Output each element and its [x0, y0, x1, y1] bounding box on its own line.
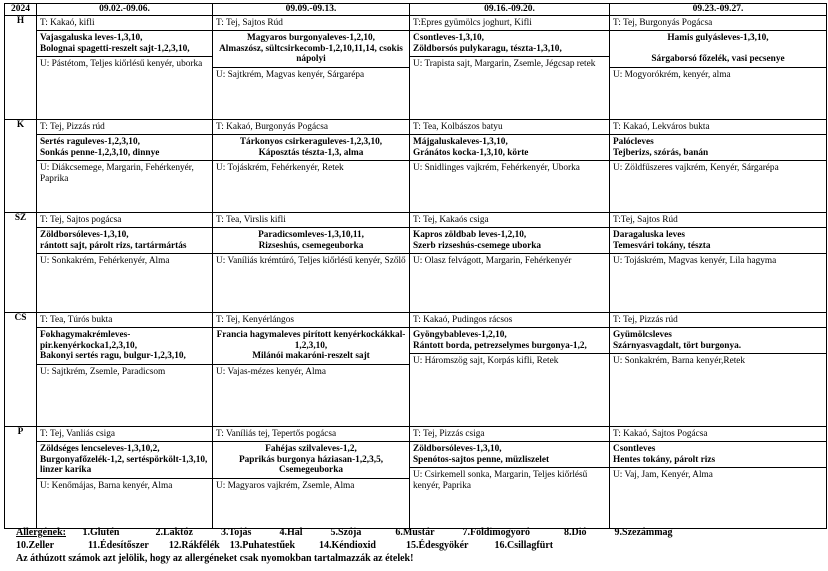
menu-cell — [410, 119, 610, 212]
menu-cell — [610, 312, 827, 426]
menu-cell — [410, 426, 610, 528]
menu-cell — [610, 212, 827, 312]
menu-table — [4, 3, 827, 529]
allergen-item: 2.Laktóz — [155, 527, 193, 538]
allergen-item: 1.Glutén — [82, 527, 120, 538]
lunch-menu: Magyaros burgonyaleves-1,2,10, Almaszósz, sültcsirkecomb-1,2,10,11,14, csokis nápolyi — [213, 30, 409, 67]
week-header: 09.16.-09.20. — [410, 4, 610, 16]
snack-afternoon: U: Háromszög sajt, Korpás kifli, Retek — [410, 353, 609, 369]
menu-cell — [410, 15, 610, 119]
snack-morning: T:Tej, Sajtos Rúd — [613, 214, 678, 225]
lunch-menu: Paradicsomleves-1,3,10,11, Rizseshús, csemegeuborka — [213, 227, 409, 253]
menu-cell — [610, 119, 827, 212]
menu-cell — [37, 426, 213, 528]
lunch-menu: Daragaluska leves Temesvári tokány, tészta — [610, 227, 826, 253]
day-label: K — [5, 119, 37, 212]
lunch-menu: Hamis gulyásleves-1,3,10, Sárgaborsó főzelék, vasi pecsenye — [610, 30, 826, 67]
menu-cell — [37, 15, 213, 119]
menu-cell — [410, 212, 610, 312]
snack-afternoon: U: Sonkakrém, Barna kenyér,Retek — [610, 353, 826, 369]
allergen-item: 10.Zeller — [16, 540, 55, 551]
week-header: 09.23.-09.27. — [610, 4, 827, 16]
lunch-menu: Fokhagymakrémleves-pir.kenyérkocka1,2,3,10, Bakonyi sertés ragu, bulgur-1,2,3,10, — [37, 327, 212, 364]
snack-afternoon: U: Tojáskrém, Magvas kenyér, Lila hagyma — [610, 253, 826, 269]
menu-cell — [610, 15, 827, 119]
lunch-menu: Májgaluskaleves-1,3,10, Gránátos kocka-1,3,10, körte — [410, 134, 609, 160]
menu-cell — [213, 312, 410, 426]
snack-morning: T: Kakaó, kifli — [40, 17, 95, 28]
day-label: H — [5, 15, 37, 119]
allergen-item: 6.Mustár — [395, 527, 435, 538]
snack-afternoon: U: Zöldfűszeres vajkrém, Kenyér, Sárgarépa — [610, 160, 826, 176]
allergen-item: 4.Hal — [279, 527, 303, 538]
lunch-menu: Francia hagymaleves pirított kenyérkockákkal-1,2,3,10, Milánói makaróni-reszelt sajt — [213, 327, 409, 364]
week-header: 09.09.-09.13. — [213, 4, 410, 16]
snack-morning: T: Vaníliás tej, Tepertős pogácsa — [216, 428, 337, 439]
allergen-item: 11.Édesítőszer — [88, 540, 149, 551]
snack-morning: T: Tej, Sajtos pogácsa — [40, 214, 122, 225]
snack-morning: T: Tea, Túrós bukta — [40, 314, 113, 325]
snack-afternoon: U: Trapista sajt, Margarin, Zsemle, Jégcsap retek — [410, 56, 609, 72]
menu-cell — [610, 426, 827, 528]
snack-afternoon: U: Snidlinges vajkrém, Fehérkenyér, Uborka — [410, 160, 609, 176]
lunch-menu: Kapros zöldbab leves-1,2,10, Szerb rizseshús-csemege uborka — [410, 227, 609, 253]
day-row — [5, 212, 827, 312]
menu-cell — [213, 15, 410, 119]
allergen-item: 12.Rákfélék — [168, 540, 220, 551]
lunch-menu: Zöldborsóleves-1,3,10, rántott sajt, párolt rizs, tartármártás — [37, 227, 212, 253]
day-row — [5, 426, 827, 528]
snack-afternoon: U: Sonkakrém, Fehérkenyér, Alma — [37, 253, 212, 269]
snack-afternoon: U: Sajtkrém, Zsemle, Paradicsom — [37, 364, 212, 380]
menu-cell — [37, 312, 213, 426]
menu-cell — [213, 212, 410, 312]
snack-afternoon: U: Vaj, Jam, Kenyér, Alma — [610, 467, 826, 483]
allergen-item: 7.Földimogyoró — [462, 527, 531, 538]
lunch-menu: Fahéjas szilvaleves-1,2, Paprikás burgonya háziasan-1,2,3,5, Csemegeuborka — [213, 441, 409, 478]
header-row — [5, 4, 827, 16]
lunch-menu: Zöldséges lencseleves-1,3,10,2, Burgonyafőzelék-1,2, sertéspörkölt-1,3,10, linzer karika — [37, 441, 212, 478]
snack-morning: T:Epres gyümölcs joghurt, Kifli — [413, 17, 532, 28]
snack-morning: T: Tej, Pizzás rúd — [40, 121, 105, 132]
snack-morning: T: Kakaó, Pudingos rácsos — [413, 314, 513, 325]
allergen-item: 16.Csillagfürt — [494, 540, 554, 551]
lunch-menu: Tárkonyos csirkeraguleves-1,2,3,10, Káposztás tészta-1,3, alma — [213, 134, 409, 160]
snack-afternoon: U: Mogyorókrém, kenyér, alma — [610, 67, 826, 83]
snack-afternoon: U: Tojáskrém, Fehérkenyér, Retek — [213, 160, 409, 176]
lunch-menu: Palócleves Tejberizs, szórás, banán — [610, 134, 826, 160]
day-label: CS — [5, 312, 37, 426]
day-row — [5, 312, 827, 426]
snack-afternoon: U: Olasz felvágott, Margarin, Fehérkenyér — [410, 253, 609, 269]
allergen-note: Az áthúzott számok azt jelölik, hogy az allergéneket csak nyomokban tartalmazzák az ételek! — [16, 553, 414, 564]
snack-morning: T: Tej, Vanliás csiga — [40, 428, 115, 439]
snack-afternoon: U: Pástétom, Teljes kiőrlésű kenyér, uborka — [37, 56, 212, 72]
snack-afternoon: U: Sajtkrém, Magvas kenyér, Sárgarépa — [213, 67, 409, 83]
day-row — [5, 119, 827, 212]
allergen-title: Allergének: — [16, 527, 66, 538]
allergen-item: 5.Szója — [330, 527, 362, 538]
allergen-list — [16, 526, 826, 552]
lunch-menu: Csontleves Hentes tokány, párolt rizs — [610, 441, 826, 467]
menu-cell — [213, 119, 410, 212]
snack-morning: T: Tej, Pizzás rúd — [613, 314, 678, 325]
allergen-item: 8.Dió — [564, 527, 587, 538]
menu-cell — [37, 119, 213, 212]
snack-morning: T: Tej, Burgonyás Pogácsa — [613, 17, 713, 28]
snack-afternoon: U: Magyaros vajkrém, Zsemle, Alma — [213, 478, 409, 494]
lunch-menu: Gyümölcsleves Szárnyasvagdalt, tört burgonya. — [610, 327, 826, 353]
day-label: P — [5, 426, 37, 528]
snack-morning: T: Tea, Kolbászos batyu — [413, 121, 503, 132]
lunch-menu: Gyöngybableves-1,2,10, Rántott borda, petrezselymes burgonya-1,2, — [410, 327, 609, 353]
snack-afternoon: U: Diákcsemege, Margarin, Fehérkenyér, Paprika — [37, 160, 212, 186]
snack-afternoon: U: Csirkemell sonka, Margarin, Teljes kiőrlésű kenyér, Paprika — [410, 467, 609, 493]
lunch-menu: Zöldborsóleves-1,3,10, Spenótos-sajtos penne, müzliszelet — [410, 441, 609, 467]
snack-afternoon: U: Vaníliás krémtúró, Teljes kiőrlésű kenyér, Szőlő — [213, 253, 409, 269]
allergen-legend — [16, 526, 826, 565]
menu-cell — [213, 426, 410, 528]
snack-morning: T: Kakaó, Lekváros bukta — [613, 121, 710, 132]
snack-afternoon: U: Vajas-mézes kenyér, Alma — [213, 364, 409, 380]
allergen-item: 3.Tojás — [220, 527, 252, 538]
day-row — [5, 15, 827, 119]
day-label: SZ — [5, 212, 37, 312]
snack-morning: T: Kakaó, Sajtos Pogácsa — [613, 428, 708, 439]
lunch-menu: Sertés raguleves-1,2,3,10, Sonkás penne-1,2,3,10, dinnye — [37, 134, 212, 160]
snack-morning: T: Tej, Sajtos Rúd — [216, 17, 283, 28]
allergen-item: 13.Puhatestűek — [229, 540, 296, 551]
snack-morning: T: Kakaó, Burgonyás Pogácsa — [216, 121, 328, 132]
menu-cell — [410, 312, 610, 426]
snack-afternoon: U: Kenőmájas, Barna kenyér, Alma — [37, 478, 212, 494]
allergen-item: 15.Édesgyökér — [405, 540, 469, 551]
allergen-item: 9.Szezámmag — [614, 527, 673, 538]
snack-morning: T: Tej, Kenyérlángos — [216, 314, 294, 325]
snack-morning: T: Tej, Pizzás csiga — [413, 428, 485, 439]
lunch-menu: Csontleves-1,3,10, Zöldborsós pulykaragu, tészta-1,3,10, — [410, 30, 609, 56]
menu-cell — [37, 212, 213, 312]
snack-morning: T: Tea, Virslis kifli — [216, 214, 286, 225]
allergen-item: 14.Kéndioxid — [319, 540, 376, 551]
week-header: 09.02.-09.06. — [37, 4, 213, 16]
snack-morning: T: Tej, Kakaós csiga — [413, 214, 489, 225]
year-cell: 2024 — [5, 4, 37, 16]
lunch-menu: Vajasgaluska leves-1,3,10, Bolognai spagetti-reszelt sajt-1,2,3,10, — [37, 30, 212, 56]
